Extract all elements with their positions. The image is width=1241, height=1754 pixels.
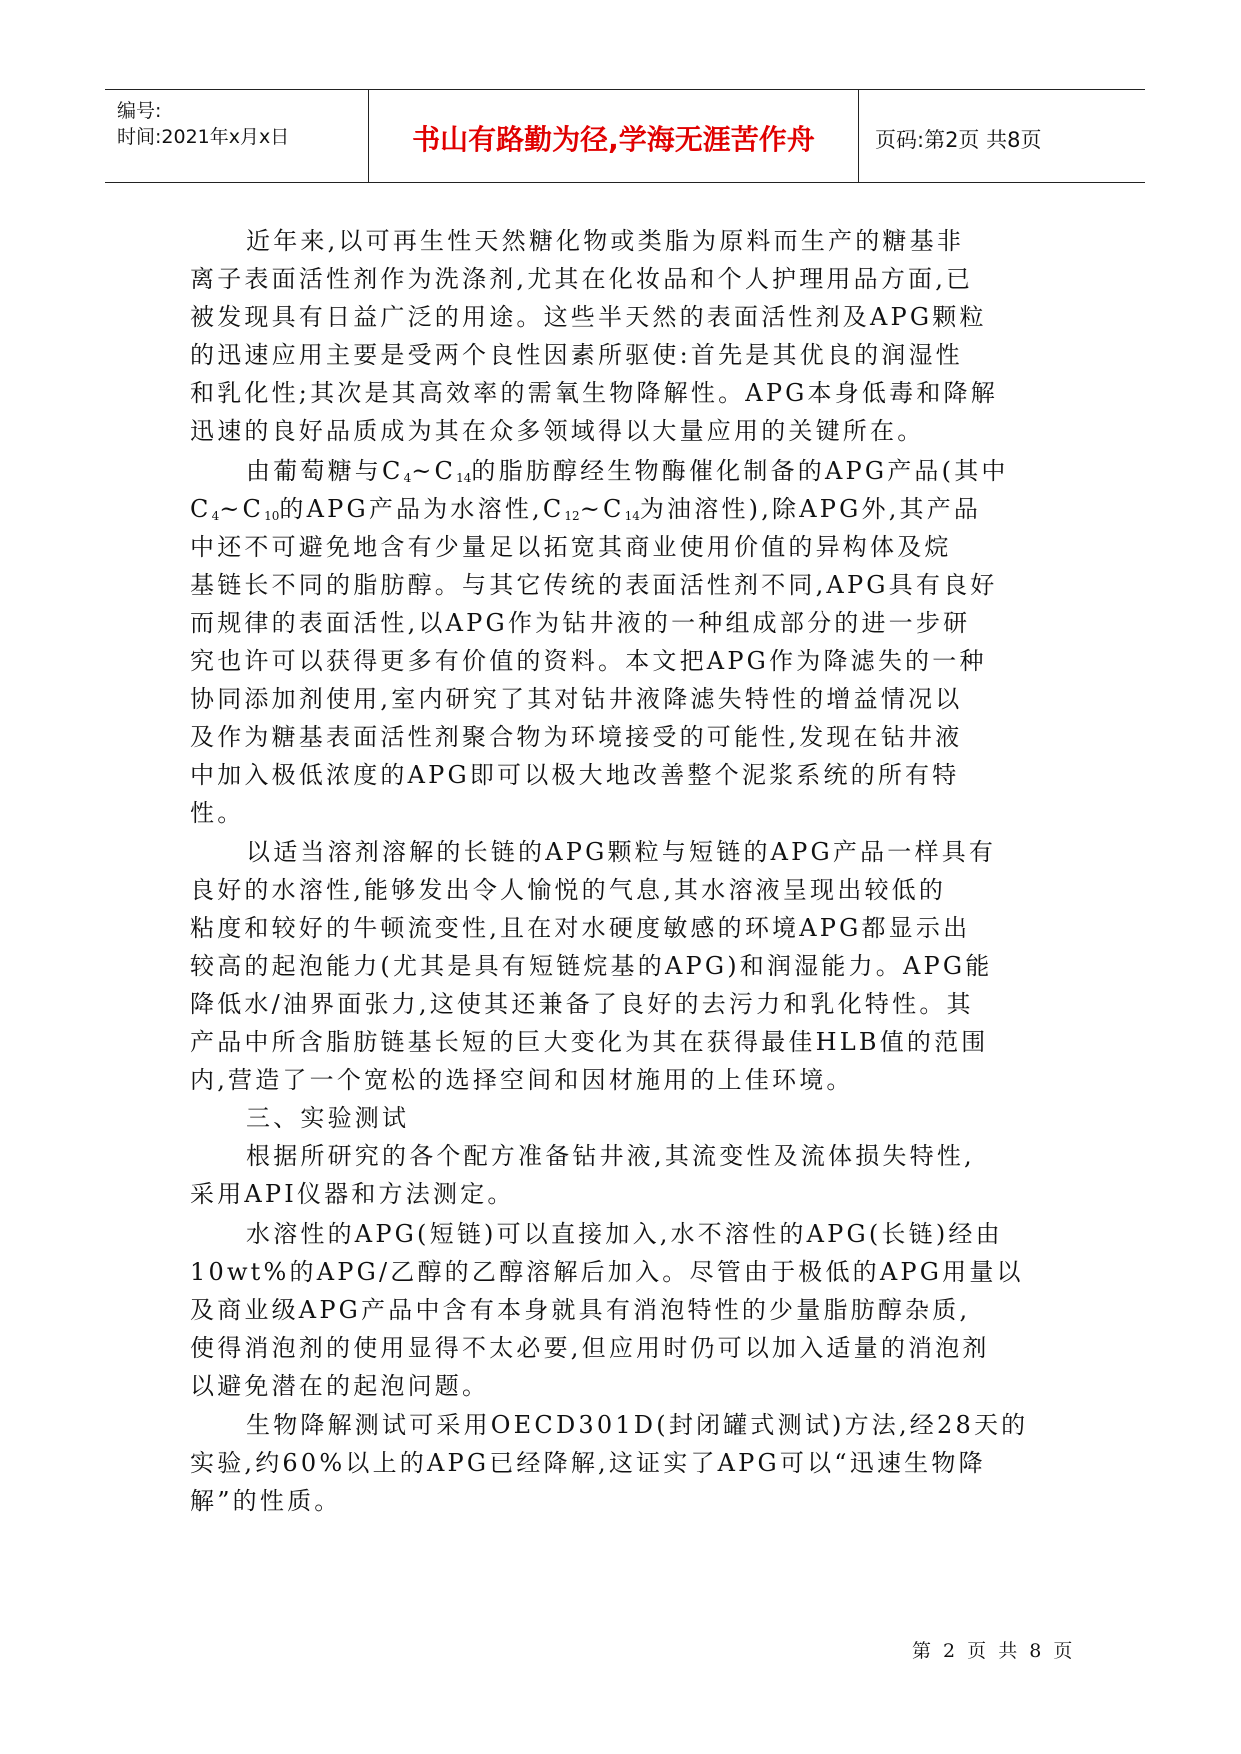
page-footer: 第 2 页 共 8 页 <box>912 1640 1076 1662</box>
subscript: 10 <box>264 508 280 523</box>
paragraph <box>190 452 1055 832</box>
paragraph <box>190 1215 1055 1405</box>
text-line: 粘度和较好的牛顿流变性,且在对水硬度敏感的环境APG都显示出 <box>190 914 971 942</box>
text-line: 性。 <box>190 798 245 827</box>
text-span: 的APG产品为水溶性,C <box>279 494 565 523</box>
text-line: 以适当溶剂溶解的长链的APG颗粒与短链的APG产品一样具有 <box>246 838 997 866</box>
paragraph <box>190 833 1055 1099</box>
text-span: ~C <box>219 494 265 523</box>
subscript: 4 <box>211 508 220 523</box>
header-motto-cell <box>369 90 859 182</box>
header-info-cell <box>105 90 369 182</box>
document-number-label: 编号: <box>117 100 162 122</box>
text-line: 使得消泡剂的使用显得不太必要,但应用时仍可以加入适量的消泡剂 <box>190 1333 990 1362</box>
text-line: 采用API仪器和方法测定。 <box>190 1180 515 1208</box>
section-heading <box>190 1099 1055 1137</box>
text-line: 及商业级APG产品中含有本身就具有消泡特性的少量脂肪醇杂质, <box>190 1295 971 1324</box>
text-line: 迅速的良好品质成为其在众多领域得以大量应用的关键所在。 <box>190 417 925 445</box>
document-header <box>105 89 1145 183</box>
subscript: 14 <box>456 470 472 485</box>
text-line: 三、实验测试 <box>246 1104 410 1132</box>
text-span: 由葡萄糖与C <box>246 456 404 485</box>
paragraph <box>190 1137 1055 1213</box>
text-line: 的迅速应用主要是受两个良性因素所驱使:首先是其优良的润湿性 <box>190 341 963 369</box>
document-time-label: 时间:2021年x月x日 <box>117 126 290 148</box>
subscript: 14 <box>624 508 640 523</box>
text-line: 中加入极低浓度的APG即可以极大地改善整个泥浆系统的所有特 <box>190 760 960 789</box>
text-line: 近年来,以可再生性天然糖化物或类脂为原料而生产的糖基非 <box>246 227 965 255</box>
text-line: 良好的水溶性,能够发出令人愉悦的气息,其水溶液呈现出较低的 <box>190 876 947 904</box>
text-line: 解”的性质。 <box>190 1487 342 1515</box>
text-line: 离子表面活性剂作为洗涤剂,尤其在化妆品和个人护理用品方面,已 <box>190 265 974 293</box>
subscript: 12 <box>564 508 580 523</box>
text-span: 的脂肪醇经生物酶催化制备的APG产品(其中 <box>471 456 1009 485</box>
text-span: C <box>190 494 212 523</box>
text-line: 被发现具有日益广泛的用途。这些半天然的表面活性剂及APG颗粒 <box>190 303 987 331</box>
text-line: 及作为糖基表面活性剂聚合物为环境接受的可能性,发现在钻井液 <box>190 722 963 751</box>
text-line: 水溶性的APG(短链)可以直接加入,水不溶性的APG(长链)经由 <box>246 1219 1003 1248</box>
paragraph <box>190 1406 1055 1520</box>
document-body <box>190 222 1055 1520</box>
text-line: 降低水/油界面张力,这使其还兼备了良好的去污力和乳化特性。其 <box>190 990 974 1018</box>
text-line: 以避免潜在的起泡问题。 <box>190 1371 490 1400</box>
text-line <box>190 452 1055 490</box>
text-line: 生物降解测试可采用OECD301D(封闭罐式测试)方法,经28天的 <box>246 1411 1029 1439</box>
paragraph <box>190 222 1055 450</box>
text-line: 根据所研究的各个配方准备钻井液,其流变性及流体损失特性, <box>246 1142 975 1170</box>
text-span: 为油溶性),除APG外,其产品 <box>639 494 982 523</box>
text-line <box>190 490 1055 528</box>
text-line: 内,营造了一个宽松的选择空间和因材施用的上佳环境。 <box>190 1066 854 1094</box>
header-page-cell <box>859 90 1145 182</box>
text-line: 产品中所含脂肪链基长短的巨大变化为其在获得最佳HLB值的范围 <box>190 1028 989 1056</box>
header-motto: 书山有路勤为径,学海无涯苦作舟 <box>412 123 815 156</box>
subscript: 4 <box>403 470 412 485</box>
header-page-label: 页码:第2页 共8页 <box>875 128 1042 152</box>
text-line: 而规律的表面活性,以APG作为钻井液的一种组成部分的进一步研 <box>190 608 971 637</box>
text-line: 10wt%的APG/乙醇的乙醇溶解后加入。尽管由于极低的APG用量以 <box>190 1257 1024 1286</box>
text-span: ~C <box>411 456 457 485</box>
text-span: ~C <box>579 494 625 523</box>
text-line: 基链长不同的脂肪醇。与其它传统的表面活性剂不同,APG具有良好 <box>190 570 998 599</box>
text-line: 究也许可以获得更多有价值的资料。本文把APG作为降滤失的一种 <box>190 646 987 675</box>
text-line: 和乳化性;其次是其高效率的需氧生物降解性。APG本身低毒和降解 <box>190 379 998 407</box>
text-line: 较高的起泡能力(尤其是具有短链烷基的APG)和润湿能力。APG能 <box>190 952 993 980</box>
text-line: 协同添加剂使用,室内研究了其对钻井液降滤失特性的增益情况以 <box>190 684 963 713</box>
text-line: 实验,约60%以上的APG已经降解,这证实了APG可以“迅速生物降 <box>190 1449 986 1477</box>
text-line: 中还不可避免地含有少量足以拓宽其商业使用价值的异构体及烷 <box>190 532 952 561</box>
